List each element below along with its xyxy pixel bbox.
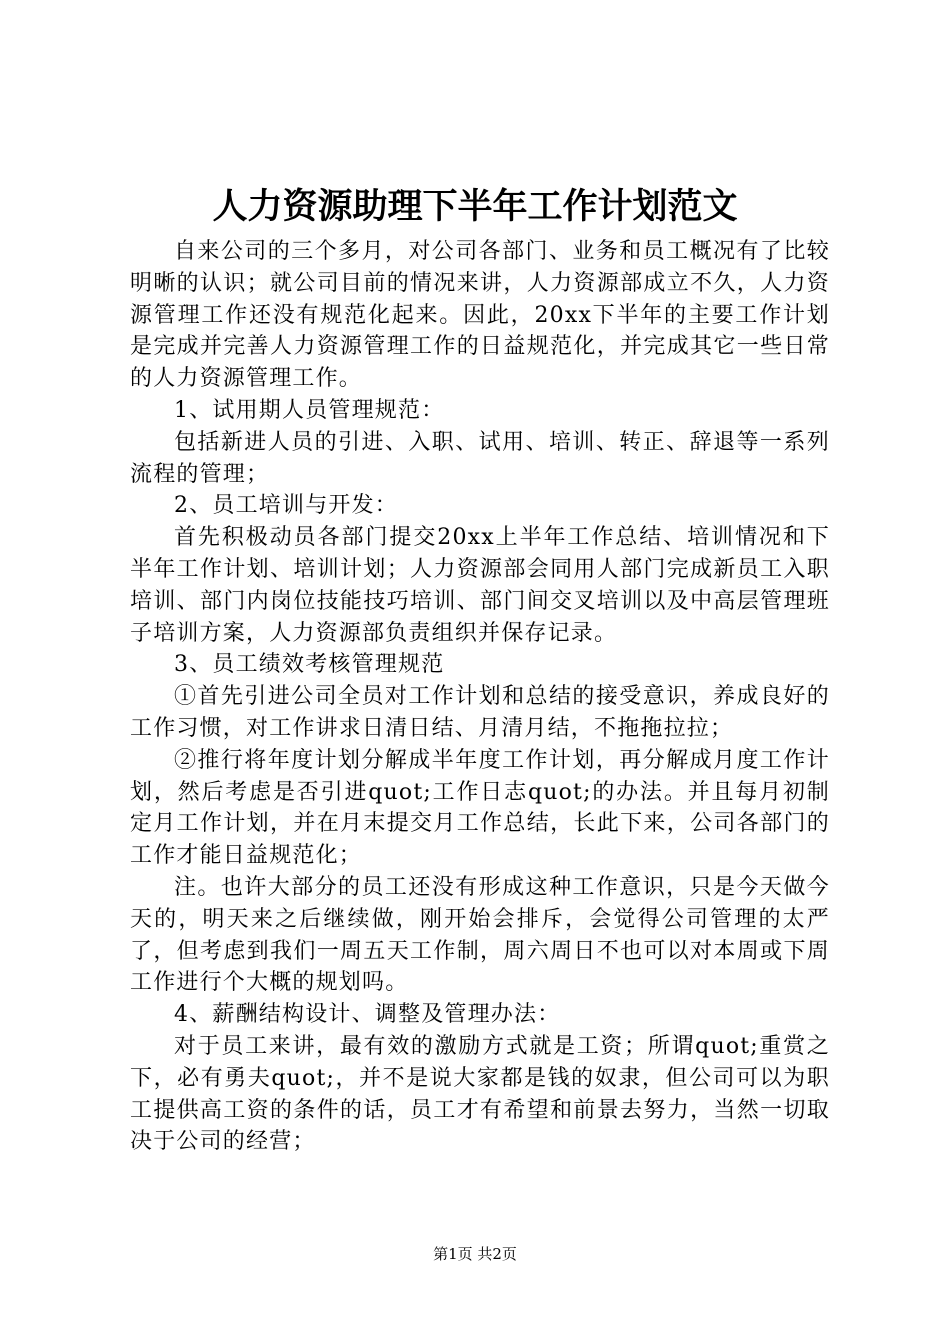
section-heading-3: 3、员工绩效考核管理规范 [174, 652, 445, 678]
paragraph-section-4: 对于员工来讲，最有效的激励方式就是工资；所谓quot;重赏之下，必有勇夫quot;，并不是说大家都是钱的奴隶，但公司可以为职工提供高工资的条件的话，员工才有希望和前景去努力，当然一切取决于公司的经营； [130, 1033, 830, 1155]
section-heading-4: 4、薪酬结构设计、调整及管理办法： [174, 1002, 561, 1028]
paragraph-section-3-item-2: ②推行将年度计划分解成半年度工作计划，再分解成月度工作计划，然后考虑是否引进quot;工作日志quot;的办法。并且每月初制定月工作计划，并在月末提交月工作总结，长此下来，公司各部门的工作才能日益规范化； [130, 747, 830, 869]
paragraph-section-1: 包括新进人员的引进、入职、试用、培训、转正、辞退等一系列流程的管理； [130, 429, 830, 487]
page-footer: 第1页 共2页 [433, 1245, 517, 1263]
document-title: 人力资源助理下半年工作计划范文 [212, 186, 738, 227]
paragraph-section-3-note: 注。也许大部分的员工还没有形成这种工作意识，只是今天做今天的，明天来之后继续做，刚开始会排斥，会觉得公司管理的太严了，但考虑到我们一周五天工作制，周六周日不也可以对本周或下周工作进行个大概的规划吗。 [130, 874, 830, 996]
paragraph-section-3-item-1: ①首先引进公司全员对工作计划和总结的接受意识，养成良好的工作习惯，对工作讲求日清日结、月清月结，不拖拖拉拉； [130, 684, 830, 741]
section-heading-2: 2、员工培训与开发： [174, 493, 398, 519]
document-body [130, 236, 830, 1158]
section-heading-1: 1、试用期人员管理规范： [174, 397, 445, 423]
paragraph-intro: 自来公司的三个多月，对公司各部门、业务和员工概况有了比较明晰的认识；就公司目前的情况来讲，人力资源部成立不久，人力资源管理工作还没有规范化起来。因此，20xx下半年的主要工作计划是完成并完善人力资源管理工作的日益规范化，并完成其它一些日常的人力资源管理工作。 [130, 239, 830, 392]
paragraph-section-2: 首先积极动员各部门提交20xx上半年工作总结、培训情况和下半年工作计划、培训计划；人力资源部会同用人部门完成新员工入职培训、部门内岗位技能技巧培训、部门间交叉培训以及中高层管理班子培训方案，人力资源部负责组织并保存记录。 [130, 525, 830, 646]
